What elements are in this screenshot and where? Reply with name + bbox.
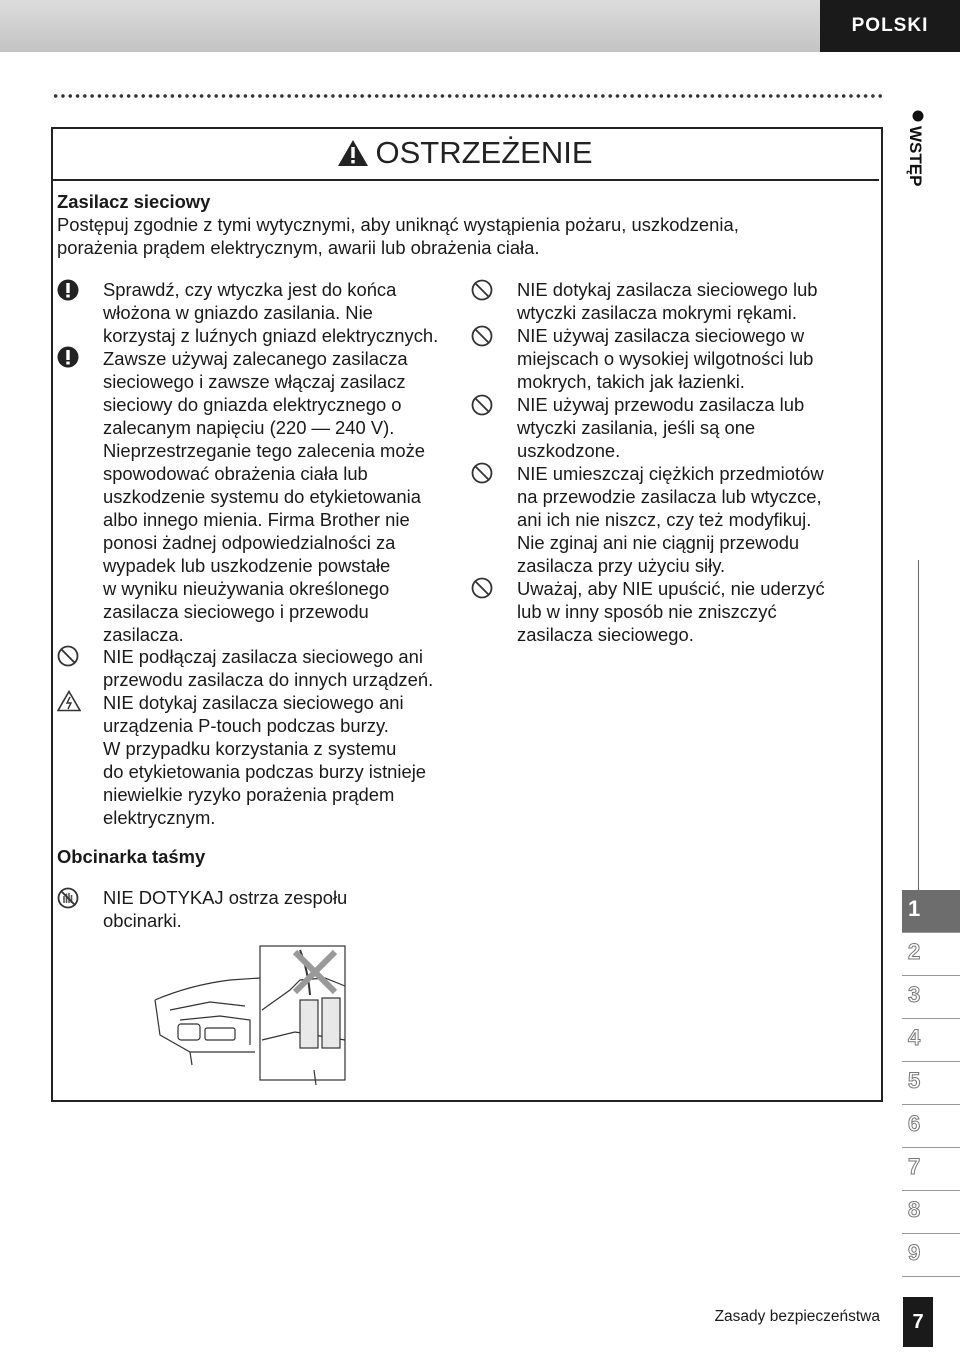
left-item-1-line-3: korzystaj z luźnych gniazd elektrycznych. bbox=[103, 325, 439, 346]
chapter-tab-5[interactable] bbox=[902, 1062, 960, 1105]
electric-hazard-icon bbox=[57, 690, 81, 712]
right-item-4-line-3: ani ich nie niszcz, czy też modyfikuj. bbox=[517, 509, 812, 530]
exclamation-icon bbox=[57, 346, 79, 368]
prohibited-icon bbox=[471, 279, 493, 301]
left-item-2-line-3: sieciowy do gniazda elektrycznego o bbox=[103, 394, 402, 415]
cutter-line-1: NIE DOTYKAJ ostrza zespołu bbox=[103, 887, 348, 908]
left-item-2-line-6: spowodować obrażenia ciała lub bbox=[103, 463, 368, 484]
right-item-5-line-2: lub w inny sposób nie zniszczyć bbox=[517, 601, 777, 622]
right-item-2-line-2: miejscach o wysokiej wilgotności lub bbox=[517, 348, 814, 369]
chapter-tab-8[interactable] bbox=[902, 1191, 960, 1234]
left-item-1-line-2: włożona w gniazdo zasilania. Nie bbox=[103, 302, 373, 323]
right-item-4-line-5: zasilacza przy użyciu siły. bbox=[517, 555, 726, 576]
left-item-2-line-1: Zawsze używaj zalecanego zasilacza bbox=[103, 348, 408, 369]
chapter-tab-1[interactable] bbox=[902, 890, 960, 933]
chapter-tab-9[interactable] bbox=[902, 1234, 960, 1277]
right-item-4-line-2: na przewodzie zasilacza lub wtyczce, bbox=[517, 486, 822, 507]
chapter-tab-3[interactable] bbox=[902, 976, 960, 1019]
prohibited-icon bbox=[57, 645, 79, 667]
top-bar bbox=[0, 0, 960, 52]
prohibited-icon bbox=[471, 325, 493, 347]
section-heading-tape-cutter: Obcinarka taśmy bbox=[57, 846, 206, 867]
right-item-1-line-1: NIE dotykaj zasilacza sieciowego lub bbox=[517, 279, 818, 300]
left-item-4-line-3: W przypadku korzystania z systemu bbox=[103, 738, 397, 759]
prohibited-icon bbox=[471, 577, 493, 599]
sidebar-divider bbox=[918, 560, 919, 890]
chapter-tab-label: 4 bbox=[908, 1025, 921, 1050]
right-item-3-line-1: NIE używaj przewodu zasilacza lub bbox=[517, 394, 805, 415]
footer-section-title: Zasady bezpieczeństwa bbox=[714, 1308, 880, 1325]
left-item-2-line-10: wypadek lub uszkodzenie powstałe bbox=[103, 555, 391, 576]
warning-title: OSTRZEŻENIE bbox=[375, 135, 593, 170]
right-item-2-line-3: mokrych, takich jak łazienki. bbox=[517, 371, 745, 392]
left-item-4-line-5: niewielkie ryzyko porażenia prądem bbox=[103, 784, 395, 805]
language-tab: POLSKI bbox=[820, 0, 960, 52]
sidebar-section-label bbox=[898, 108, 938, 198]
left-item-4-line-2: urządzenia P-touch podczas burzy. bbox=[103, 715, 389, 736]
left-item-2-line-13: zasilacza. bbox=[103, 624, 184, 645]
right-item-1-line-2: wtyczki zasilacza mokrymi rękami. bbox=[517, 302, 797, 323]
cutter-illustration bbox=[150, 940, 360, 1090]
right-item-2-line-1: NIE używaj zasilacza sieciowego w bbox=[517, 325, 805, 346]
left-item-4-line-6: elektrycznym. bbox=[103, 807, 216, 828]
prohibited-icon bbox=[471, 394, 493, 416]
left-item-2-line-9: ponosi żadnej odpowiedzialności za bbox=[103, 532, 396, 553]
chapter-tab-label: 8 bbox=[908, 1197, 921, 1222]
left-item-2-line-5: Nieprzestrzeganie tego zalecenia może bbox=[103, 440, 426, 461]
chapter-tab-label: 3 bbox=[908, 982, 921, 1007]
cutter-line-2: obcinarki. bbox=[103, 910, 182, 931]
left-item-2-line-4: zalecanym napięciu (220 — 240 V). bbox=[103, 417, 395, 438]
left-item-2-line-12: zasilacza sieciowego i przewodu bbox=[103, 601, 369, 622]
warning-triangle-icon bbox=[337, 139, 369, 167]
left-item-2-line-2: sieciowego i zawsze włączaj zasilacz bbox=[103, 371, 406, 392]
sidebar-section-text: WSTĘP bbox=[906, 126, 925, 187]
right-item-3-line-3: uszkodzone. bbox=[517, 440, 621, 461]
intro-line-2: porażenia prądem elektrycznym, awarii lub obrażenia ciała. bbox=[57, 237, 540, 258]
left-item-2-line-11: w wyniku nieużywania określonego bbox=[103, 578, 390, 599]
chapter-tab-label: 1 bbox=[908, 896, 921, 921]
exclamation-icon bbox=[57, 279, 79, 301]
left-item-2-line-8: albo innego mienia. Firma Brother nie bbox=[103, 509, 410, 530]
prohibited-icon bbox=[471, 462, 493, 484]
intro-line-1: Postępuj zgodnie z tymi wytycznymi, aby uniknąć wystąpienia pożaru, uszkodzenia, bbox=[57, 214, 739, 235]
left-item-3-line-2: przewodu zasilacza do innych urządzeń. bbox=[103, 669, 434, 690]
left-item-1-line-1: Sprawdź, czy wtyczka jest do końca bbox=[103, 279, 397, 300]
chapter-tab-label: 5 bbox=[908, 1068, 921, 1093]
do-not-touch-icon bbox=[57, 887, 79, 909]
right-item-4-line-1: NIE umieszczaj ciężkich przedmiotów bbox=[517, 463, 824, 484]
right-item-5-line-1: Uważaj, aby NIE upuścić, nie uderzyć bbox=[517, 578, 825, 599]
left-item-2-line-7: uszkodzenie systemu do etykietowania bbox=[103, 486, 421, 507]
chapter-tab-label: 2 bbox=[908, 939, 921, 964]
left-item-3-line-1: NIE podłączaj zasilacza sieciowego ani bbox=[103, 646, 423, 667]
chapter-tab-7[interactable] bbox=[902, 1148, 960, 1191]
chapter-tab-label: 9 bbox=[908, 1240, 921, 1265]
left-item-4-line-4: do etykietowania podczas burzy istnieje bbox=[103, 761, 427, 782]
chapter-tab-6[interactable] bbox=[902, 1105, 960, 1148]
right-item-3-line-2: wtyczki zasilania, jeśli są one bbox=[517, 417, 756, 438]
chapter-tab-label: 7 bbox=[908, 1154, 921, 1179]
chapter-tab-label: 6 bbox=[908, 1111, 921, 1136]
right-item-4-line-4: Nie zginaj ani nie ciągnij przewodu bbox=[517, 532, 800, 553]
section-bullet-icon bbox=[913, 111, 924, 122]
right-item-5-line-3: zasilacza sieciowego. bbox=[517, 624, 694, 645]
chapter-tab-2[interactable] bbox=[902, 933, 960, 976]
section-heading-ac-adapter: Zasilacz sieciowy bbox=[57, 191, 211, 212]
chapter-tab-4[interactable] bbox=[902, 1019, 960, 1062]
page-number: 7 bbox=[903, 1297, 933, 1347]
warning-title-bar bbox=[51, 127, 879, 181]
dotted-divider bbox=[52, 92, 882, 100]
left-item-4-line-1: NIE dotykaj zasilacza sieciowego ani bbox=[103, 692, 404, 713]
